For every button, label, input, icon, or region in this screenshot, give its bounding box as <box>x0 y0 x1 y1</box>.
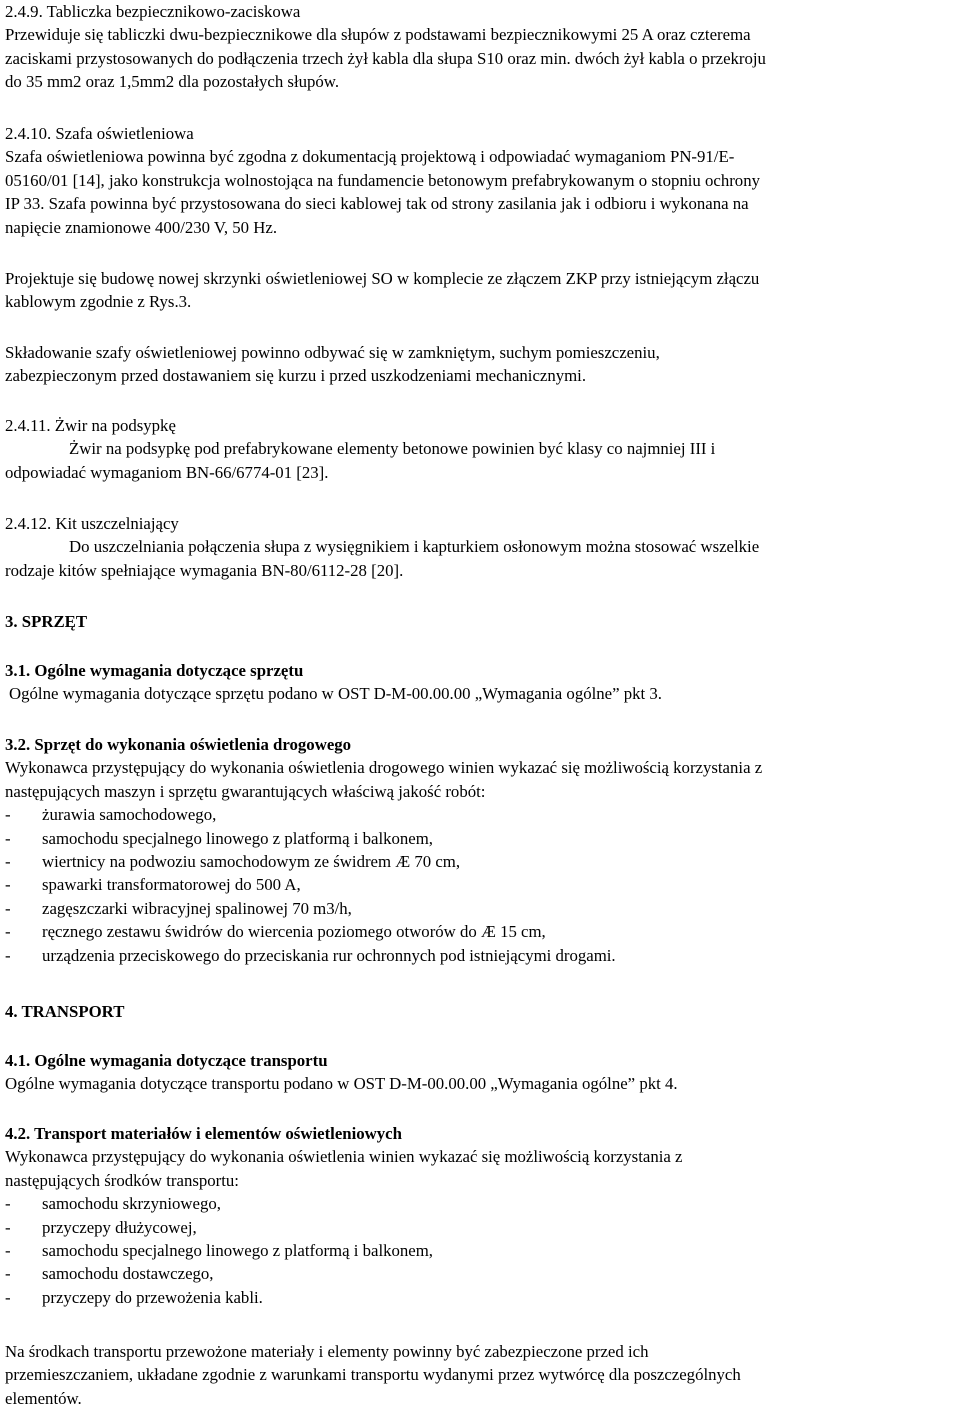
paragraph-line: Składowanie szafy oświetleniowej powinno odbywać się w zamkniętym, suchym pomieszczeniu, <box>5 343 660 362</box>
list-item-text: przyczepy do przewożenia kabli. <box>42 1287 263 1307</box>
list-item <box>5 827 433 850</box>
list-item-text: przyczepy dłużycowej, <box>42 1217 197 1237</box>
paragraph-line: następujących środków transportu: <box>5 1170 239 1190</box>
section-heading-2-4-12: 2.4.12. Kit uszczelniający <box>5 514 179 533</box>
section-heading-3-2: 3.2. Sprzęt do wykonania oświetlenia drogowego <box>5 735 352 754</box>
paragraph-line: Szafa oświetleniowa powinna być zgodna z dokumentacją projektową i odpowiadać wymaganiom PN-91/E- <box>5 147 735 167</box>
list-item <box>5 944 616 967</box>
dash-bullet: - <box>5 1241 11 1260</box>
dash-bullet: - <box>5 805 11 825</box>
list-item <box>5 1286 263 1309</box>
section-heading-2-4-11: 2.4.11. Żwir na podsypkę <box>5 416 176 435</box>
section-heading-2-4-10: 2.4.10. Szafa oświetleniowa <box>5 124 194 143</box>
list-item-text: samochodu skrzyniowego, <box>42 1194 221 1214</box>
list-item <box>5 803 216 826</box>
paragraph-line: Ogólne wymagania dotyczące sprzętu podano w OST D-M-00.00.00 „Wymagania ogólne” pkt 3. <box>9 684 662 704</box>
document-page <box>5 0 957 1407</box>
dash-bullet: - <box>5 1264 11 1284</box>
dash-bullet: - <box>5 1217 11 1237</box>
paragraph-line: IP 33. Szafa powinna być przystosowana do sieci kablowej tak od strony zasilania jak i odbioru i wykonana na <box>5 194 749 214</box>
list-item-text: urządzenia przeciskowego do przeciskania rur ochronnych pod istniejącymi drogami. <box>42 945 616 965</box>
dash-bullet: - <box>5 945 11 965</box>
dash-bullet: - <box>5 1287 11 1307</box>
list-item-text: ręcznego zestawu świdrów do wiercenia poziomego otworów do Æ 15 cm, <box>42 922 546 942</box>
section-heading-2-4-9: 2.4.9. Tabliczka bezpiecznikowo-zaciskowa <box>5 2 301 21</box>
list-item <box>5 1239 433 1262</box>
chapter-heading-3: 3. SPRZĘT <box>5 612 88 631</box>
paragraph-line: Przewiduje się tabliczki dwu-bezpiecznikowe dla słupów z podstawami bezpiecznikowymi 25 A oraz czterema <box>5 25 751 45</box>
paragraph-line: kablowym zgodnie z Rys.3. <box>5 292 192 312</box>
dash-bullet: - <box>5 875 11 895</box>
paragraph-line: zaciskami przystosowanych do podłączenia trzech żył kabla dla słupa S10 oraz min. dwóch żył kabla o przekroju <box>5 48 766 68</box>
list-item-text: spawarki transformatorowej do 500 A, <box>42 875 301 895</box>
paragraph-line: rodzaje kitów spełniające wymagania BN-80/6112-28 [20]. <box>5 560 404 580</box>
paragraph-line: 05160/01 [14], jako konstrukcja wolnostojąca na fundamencie betonowym prefabrykowanym o stopniu ochrony <box>5 170 760 190</box>
dash-bullet: - <box>5 922 11 942</box>
list-item <box>5 897 352 920</box>
paragraph-line: odpowiadać wymaganiom BN-66/6774-01 [23]. <box>5 462 329 482</box>
paragraph-line: następujących maszyn i sprzętu gwarantujących właściwą jakość robót: <box>5 781 486 801</box>
section-heading-4-2: 4.2. Transport materiałów i elementów oświetleniowych <box>5 1124 402 1143</box>
list-item <box>5 1216 197 1239</box>
list-item-text: samochodu specjalnego linowego z platformą i balkonem, <box>42 828 433 848</box>
paragraph-line: Na środkach transportu przewożone materiały i elementy powinny być zabezpieczone przed ich <box>5 1342 649 1361</box>
section-heading-4-1: 4.1. Ogólne wymagania dotyczące transportu <box>5 1051 328 1070</box>
list-item <box>5 850 460 873</box>
list-item-text: samochodu dostawczego, <box>42 1264 214 1284</box>
paragraph-line: elementów. <box>5 1388 82 1408</box>
list-item-text: samochodu specjalnego linowego z platformą i balkonem, <box>42 1241 433 1260</box>
paragraph-line: napięcie znamionowe 400/230 V, 50 Hz. <box>5 217 278 237</box>
paragraph-line: Wykonawca przystępujący do wykonania oświetlenia winien wykazać się możliwością korzystania z <box>5 1147 683 1167</box>
list-item <box>5 873 301 896</box>
list-item <box>5 1262 214 1285</box>
paragraph-line: Ogólne wymagania dotyczące transportu podano w OST D-M-00.00.00 „Wymagania ogólne” pkt 4. <box>5 1074 678 1094</box>
list-item <box>5 920 546 943</box>
dash-bullet: - <box>5 898 11 918</box>
list-item-text: zagęszczarki wibracyjnej spalinowej 70 m3/h, <box>42 898 352 918</box>
paragraph-line: do 35 mm2 oraz 1,5mm2 dla pozostałych słupów. <box>5 72 340 92</box>
dash-bullet: - <box>5 828 11 848</box>
paragraph-line: zabezpieczonym przed dostawaniem się kurzu i przed uszkodzeniami mechanicznymi. <box>5 366 587 386</box>
section-heading-3-1: 3.1. Ogólne wymagania dotyczące sprzętu <box>5 661 304 680</box>
dash-bullet: - <box>5 1194 11 1214</box>
dash-bullet: - <box>5 852 11 871</box>
paragraph-line: Żwir na podsypkę pod prefabrykowane elementy betonowe powinien być klasy co najmniej III i <box>69 439 716 459</box>
chapter-heading-4: 4. TRANSPORT <box>5 1002 125 1021</box>
list-item-text: żurawia samochodowego, <box>42 805 217 825</box>
paragraph-line: Do uszczelniania połączenia słupa z wysięgnikiem i kapturkiem osłonowym można stosować wszelkie <box>69 537 760 557</box>
list-item-text: wiertnicy na podwoziu samochodowym ze świdrem Æ 70 cm, <box>42 852 461 871</box>
paragraph-line: Projektuje się budowę nowej skrzynki oświetleniowej SO w komplecie ze złączem ZKP przy istniejącym złączu <box>5 269 760 288</box>
paragraph-line: przemieszczaniem, układane zgodnie z warunkami transportu wydanymi przez wytwórcę dla poszczególnych <box>5 1365 741 1385</box>
list-item <box>5 1192 221 1215</box>
paragraph-line: Wykonawca przystępujący do wykonania oświetlenia drogowego winien wykazać się możliwością korzystania z <box>5 758 763 778</box>
